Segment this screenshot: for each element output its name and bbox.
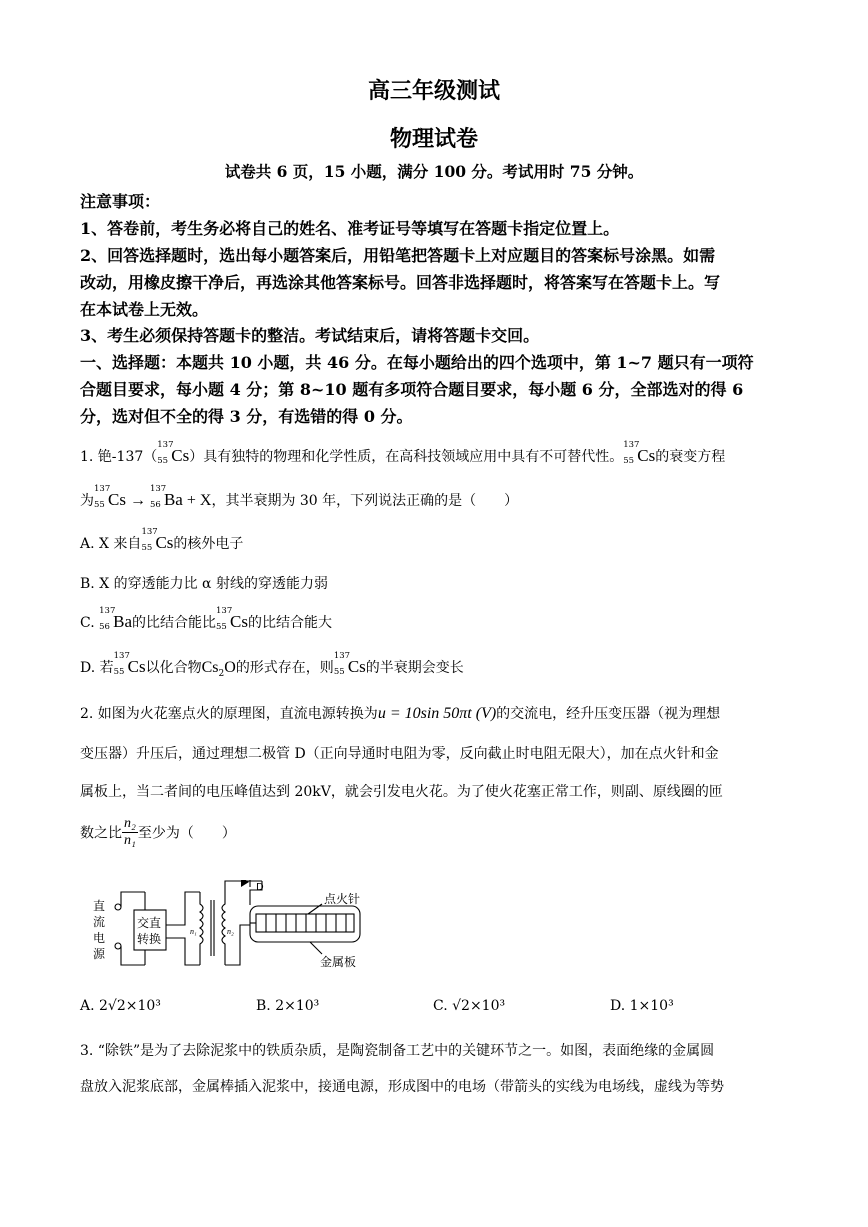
q2-option-a: A. 2√2×10³ bbox=[80, 998, 161, 1014]
q1-stem-line-1: 1. 铯-137（ 137 55 Cs）具有独特的物理和化学性质，在高科技领域应用中具有不可替代性。 137 55 Cs的衰变方程 bbox=[80, 440, 726, 466]
q1-option-a: A. X 来自 137 55 Cs的核外电子 bbox=[80, 527, 244, 553]
note-2-line-1: 2、回答选择题时，选出每小题答案后，用铅笔把答题卡上对应题目的答案标号涂黑。如需 bbox=[80, 246, 716, 265]
q2-stem-line-4: 数之比 $\frac{\text{n₂}}{\text{n₁}}$ 至少为（ ） bbox=[80, 816, 236, 848]
q3-stem-line-2: 盘放入泥浆底部，金属棒插入泥浆中，接通电源，形成图中的电场（带箭头的实线为电场线，虚线为等势 bbox=[80, 1079, 724, 1095]
q2-option-d: D. 1×10³ bbox=[610, 998, 674, 1014]
dc-source-label-3: 电 bbox=[93, 931, 106, 945]
q2-stem-line-3: 属板上，当二者间的电压峰值达到 20kV，就会引发电火花。为了使火花塞正常工作，则副、原线圈的匝 bbox=[80, 784, 723, 800]
notes-heading: 注意事项： bbox=[80, 192, 161, 211]
note-3: 3、考生必须保持答题卡的整洁。考试结束后，请将答题卡交回。 bbox=[80, 326, 540, 345]
plate-label: 金属板 bbox=[320, 955, 357, 969]
converter-label-2: 转换 bbox=[137, 932, 162, 946]
section1-line-2: 合题目要求，每小题 4 分；第 8~10 题有多项符合题目要求，每小题 6 分，全部选对的得 6 bbox=[80, 380, 744, 399]
q1-option-c: C. 137 56 Ba的比结合能比 137 55 Cs的比结合能大 bbox=[80, 606, 332, 632]
converter-label-1: 交直 bbox=[137, 916, 162, 930]
section1-line-3: 分，选对但不全的得 3 分，有选错的得 0 分。 bbox=[80, 407, 413, 426]
note-2-line-2: 改动，用橡皮擦干净后，再选涂其他答案标号。回答非选择题时，将答案写在答题卡上。写 bbox=[80, 273, 721, 292]
note-1: 1、答卷前，考生务必将自己的姓名、准考证号等填写在答题卡指定位置上。 bbox=[80, 219, 620, 238]
dc-source-label-4: 源 bbox=[93, 947, 106, 961]
dc-source-label-1: 直 bbox=[93, 899, 106, 913]
dc-source-label-2: 流 bbox=[93, 915, 106, 929]
section1-line-1: 一、选择题：本题共 10 小题，共 46 分。在每小题给出的四个选项中，第 1~7 题只有一项符 bbox=[80, 353, 754, 372]
n2-label: n₂ bbox=[227, 927, 234, 936]
q3-stem-line-1: 3. “除铁”是为了去除泥浆中的铁质杂质，是陶瓷制备工艺中的关键环节之一。如图，表面绝缘的金属圆 bbox=[80, 1043, 715, 1059]
q2-option-b: B. 2×10³ bbox=[256, 998, 320, 1014]
q2-stem-line-1: 2. 如图为火花塞点火的原理图，直流电源转换为u = 10sin 50πt (V)的交流电，经升压变压器（视为理想 bbox=[80, 705, 721, 722]
exam-title: 高三年级测试 bbox=[367, 78, 500, 104]
n1-label: n₁ bbox=[190, 927, 197, 936]
turns-ratio-fraction: $\frac{\text{n₂}}{\text{n₁}}$ bbox=[124, 816, 136, 848]
diode-label: D bbox=[256, 882, 264, 893]
exam-info: 试卷共 6 页，15 小题，满分 100 分。考试用时 75 分钟。 bbox=[224, 162, 644, 181]
q1-stem-line-2: 为 137 55 Cs → 137 56 Ba + X，其半衰期为 30 年，下列说法正确的是（ ） bbox=[80, 484, 519, 510]
exam-subject: 物理试卷 bbox=[389, 126, 478, 152]
cs137-nuclide: 137 55 Cs bbox=[157, 440, 190, 466]
q1-option-b: B. X 的穿透能力比 α 射线的穿透能力弱 bbox=[80, 576, 328, 592]
q2-stem-line-2: 变压器）升压后，通过理想二极管 D（正向导通时电阻为零，反向截止时电阻无限大），加在点火针和金 bbox=[80, 746, 719, 762]
q2-option-c: C. √2×10³ bbox=[433, 998, 506, 1014]
spark-plug-circuit-diagram bbox=[90, 880, 390, 975]
needle-label: 点火针 bbox=[324, 892, 361, 906]
q1-option-d: D. 若 137 55 Cs以化合物$Cs_2O$的形式存在，则 137 55 Cs的半衰期会变长 bbox=[80, 651, 464, 679]
note-2-line-3: 在本试卷上无效。 bbox=[80, 300, 209, 319]
q2-voltage-equation: u = 10sin 50πt (V) bbox=[377, 705, 497, 722]
